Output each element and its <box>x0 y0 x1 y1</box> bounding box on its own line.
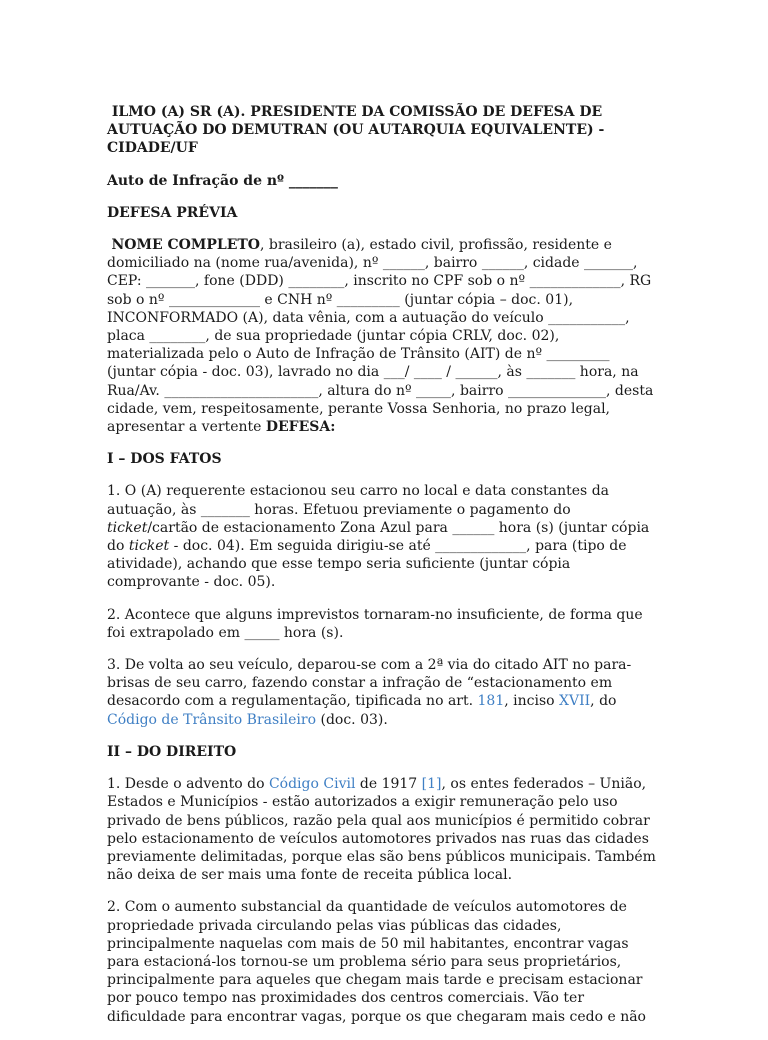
link-codigo-transito[interactable]: Código de Trânsito Brasileiro <box>107 711 317 728</box>
intro-paragraph <box>107 236 659 436</box>
document-body <box>107 103 659 1040</box>
fatos-p1-ticket: ticket <box>107 519 148 536</box>
fatos-paragraph-1 <box>107 482 659 591</box>
fatos-p3-d: (doc. 03). <box>316 711 388 728</box>
fatos-paragraph-3 <box>107 656 659 729</box>
direito-paragraph-1 <box>107 775 659 884</box>
direito-p1-a: 1. Desde o advento do <box>107 776 269 793</box>
direito-p1-c: , os entes federados – União, Estados e Municípios - estão autorizados a exigir remuneração pelo uso privado de bens públicos, razão pela qual aos municípios é permitido cobrar pelo estacionamento de veículos automotores privados nas ruas das cidades previamente delimitadas, porque elas são bens públicos municipais. Também não deixa de ser mais uma fonte de receita pública local. <box>107 776 656 884</box>
document-title-text: ILMO (A) SR (A). PRESIDENTE DA COMISSÃO DE DEFESA DE AUTUAÇÃO DO DEMUTRAN (OU AUTARQUIA EQUIVALENTE) - CIDADE/UF <box>107 104 605 157</box>
document-title <box>107 103 659 158</box>
auto-infracao-line: Auto de Infração de nº _______ <box>107 172 338 189</box>
section-fatos-heading: I – DOS FATOS <box>107 451 222 468</box>
fatos-paragraph-2: 2. Acontece que alguns imprevistos tornaram-no insuficiente, de forma que foi extrapolado em _____ hora (s). <box>107 606 643 641</box>
fatos-p3-c: , do <box>590 693 617 710</box>
fatos-p1-c: - doc. 04). Em seguida dirigiu-se até _____________, para (tipo de atividade), achando que esse tempo seria suficiente (juntar cópia comprovante - doc. 05). <box>107 538 627 591</box>
intro-name: NOME COMPLETO <box>111 237 260 254</box>
fatos-p1-a: 1. O (A) requerente estacionou seu carro no local e data constantes da autuação, às _______ horas. Efetuou previamente o pagamento do <box>107 483 610 518</box>
link-inciso-xvii[interactable]: XVII <box>559 693 591 710</box>
intro-text: , brasileiro (a), estado civil, profissão, residente e domiciliado na (nome rua/avenida), nº ______, bairro ______, cidade _______, CEP: _______, fone (DDD) ________, inscrito no CPF sob o nº _____________, RG sob o nº _____________ e CNH nº _________ (juntar cópia – doc. 01), INCONFORMADO (A), data vênia, com a autuação do veículo ___________, placa ________, de sua propriedade (juntar cópia CRLV, doc. 02), materializada pelo o Auto de Infração de Trânsito (AIT) de nº _________ (juntar cópia - doc. 03), lavrado no dia ___/ ____ / ______, às _______ hora, na Rua/Av. ______________________, altura do nº _____, bairro ______________, desta cidade, vem, respeitosamente, perante Vossa Senhoria, no prazo legal, apresentar a vertente <box>107 237 654 436</box>
fatos-p3-a: 3. De volta ao seu veículo, deparou-se com a 2ª via do citado AIT no para-brisas de seu carro, fazendo constar a infração de “estacionamento em desacordo com a regulamentação, tipificada no art. <box>107 657 632 710</box>
defesa-previa-heading: DEFESA PRÉVIA <box>107 204 238 221</box>
link-art-181[interactable]: 181 <box>477 693 505 710</box>
fatos-p1-b: /cartão de estacionamento Zona Azul para ______ hora (s) (juntar cópia do <box>107 519 650 555</box>
section-direito-heading: II – DO DIREITO <box>107 743 237 760</box>
fatos-p3-b: , inciso <box>504 693 560 710</box>
direito-paragraph-2: 2. Com o aumento substancial da quantidade de veículos automotores de propriedade privada circulando pelas vias públicas das cidades, principalmente naquelas com mais de 50 mil habitantes, encontrar vagas para estacioná-los tornou-se um problema sério para seus proprietários, principalmente para aqueles que chegam mais tarde e precisam estacionar por pouco tempo nas proximidades dos centros comerciais. Vão ter dificuldade para encontrar vagas, porque os que chegaram mais cedo e não <box>107 899 646 1025</box>
link-codigo-civil[interactable]: Código Civil <box>268 776 356 793</box>
fatos-p1-ticket2: ticket <box>128 538 170 555</box>
link-footnote-1[interactable]: [1] <box>421 776 442 793</box>
direito-p1-b: de 1917 <box>355 776 422 793</box>
intro-defesa: DEFESA: <box>265 419 336 436</box>
